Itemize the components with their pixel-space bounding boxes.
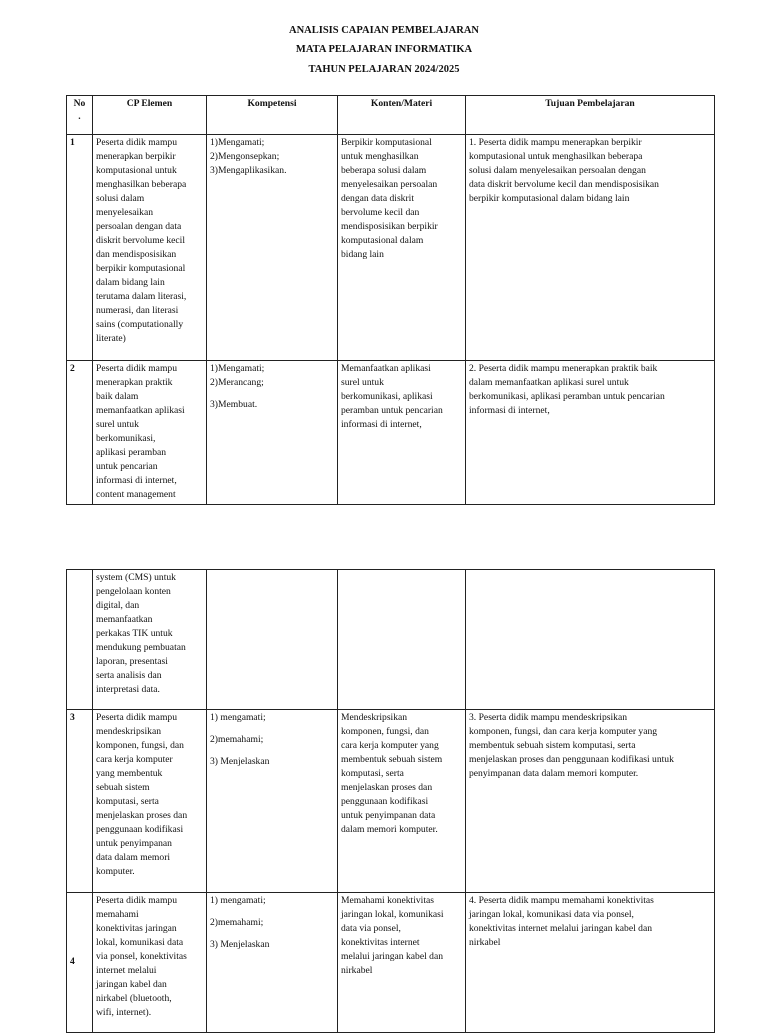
table-row xyxy=(67,135,715,361)
tujuan-pembelajaran-cell: 2. Peserta didik mampu menerapkan praktik baik dalam memanfaatkan aplikasi surel untuk berkomunikasi, aplikasi peramban untuk pencarian informasi di internet, xyxy=(466,361,715,505)
tujuan-pembelajaran-cell: 3. Peserta didik mampu mendeskripsikan komponen, fungsi, dan cara kerja komputer yang membentuk sebuah sistem komputasi, serta menjelaskan proses dan penggunaan kodifikasi untuk penyimpanan data dalam memori komputer. xyxy=(466,710,715,893)
cp-analysis-table-page-2 xyxy=(66,569,715,1033)
cp-elemen-cell: Peserta didik mampu memahami konektivitas jaringan lokal, komunikasi data via ponsel, konektivitas internet melalui jaringan kabel dan nirkabel (bluetooth, wifi, internet). xyxy=(93,893,207,1033)
cp-analysis-table-page-1 xyxy=(66,95,715,505)
document-year: TAHUN PELAJARAN 2024/2025 xyxy=(308,64,460,75)
col-header-tujuan-pembelajaran: Tujuan Pembelajaran xyxy=(466,96,715,135)
kompetensi-item: 3)Mengaplikasikan. xyxy=(210,165,287,176)
kompetensi-item: 2)memahami; xyxy=(210,734,264,745)
row-number: 3 xyxy=(67,710,93,893)
cp-elemen-cell: Peserta didik mampu menerapkan praktik baik dalam memanfaatkan aplikasi surel untuk berkomunikasi, aplikasi peramban untuk pencarian informasi di internet, content management xyxy=(93,361,207,505)
kompetensi-item: 1) mengamati; xyxy=(210,895,266,906)
table-row xyxy=(67,570,715,710)
kompetensi-item: 1)Mengamati; xyxy=(210,137,265,148)
kompetensi-item: 2)memahami; xyxy=(210,917,264,928)
cp-elemen-cell: system (CMS) untuk pengelolaan konten digital, dan memanfaatkan perkakas TIK untuk mendukung pembuatan laporan, presentasi serta analisis dan interpretasi data. xyxy=(93,570,207,710)
cp-elemen-cell: Peserta didik mampu mendeskripsikan komponen, fungsi, dan cara kerja komputer yang membentuk sebuah sistem komputasi, serta menjelaskan proses dan penggunaan kodifikasi untuk penyimpanan data dalam memori komputer. xyxy=(93,710,207,893)
kompetensi-cell xyxy=(207,570,338,710)
row-number: 2 xyxy=(67,361,93,505)
table-row xyxy=(67,361,715,505)
kompetensi-cell xyxy=(207,893,338,1033)
document-subject: MATA PELAJARAN INFORMATIKA xyxy=(295,44,473,55)
row-number xyxy=(67,570,93,710)
kompetensi-item: 3)Membuat. xyxy=(210,399,258,410)
row-number: 4 xyxy=(67,893,93,1033)
kompetensi-cell xyxy=(207,135,338,361)
cp-elemen-cell: Peserta didik mampu menerapkan berpikir komputasional untuk menghasilkan beberapa solusi dalam menyelesaikan persoalan dengan data diskrit bervolume kecil dan mendisposisikan berpikir komputasional dalam bidang lain terutama dalam literasi, numerasi, dan literasi sains (computationally literate) xyxy=(93,135,207,361)
col-header-kompetensi: Kompetensi xyxy=(207,96,338,135)
tujuan-pembelajaran-cell xyxy=(466,570,715,710)
tujuan-pembelajaran-cell: 1. Peserta didik mampu menerapkan berpikir komputasional untuk menghasilkan beberapa solusi dalam menyelesaikan persoalan dengan data diskrit bervolume kecil dan mendisposisikan berpikir komputasional dalam bidang lain xyxy=(466,135,715,361)
konten-materi-cell: Memanfaatkan aplikasi surel untuk berkomunikasi, aplikasi peramban untuk pencarian informasi di internet, xyxy=(338,361,466,505)
table-header-row xyxy=(67,96,715,135)
kompetensi-item: 1) mengamati; xyxy=(210,712,266,723)
kompetensi-item: 2)Merancang; xyxy=(210,377,264,388)
kompetensi-cell xyxy=(207,361,338,505)
col-header-cp-elemen: CP Elemen xyxy=(93,96,207,135)
kompetensi-item: 2)Mengonsepkan; xyxy=(210,151,280,162)
konten-materi-cell: Berpikir komputasional untuk menghasilkan beberapa solusi dalam menyelesaikan persoalan dengan data diskrit bervolume kecil dan mendisposisikan berpikir komputasional dalam bidang lain xyxy=(338,135,466,361)
table-row xyxy=(67,710,715,893)
table-row xyxy=(67,893,715,1033)
konten-materi-cell: Memahami konektivitas jaringan lokal, komunikasi data via ponsel, konektivitas internet melalui jaringan kabel dan nirkabel xyxy=(338,893,466,1033)
kompetensi-item: 3) Menjelaskan xyxy=(210,939,270,950)
col-header-no: No . xyxy=(67,96,93,135)
row-number: 1 xyxy=(67,135,93,361)
konten-materi-cell: Mendeskripsikan komponen, fungsi, dan cara kerja komputer yang membentuk sebuah sistem komputasi, serta menjelaskan proses dan penggunaan kodifikasi untuk penyimpanan data dalam memori komputer. xyxy=(338,710,466,893)
tujuan-pembelajaran-cell: 4. Peserta didik mampu memahami konektivitas jaringan lokal, komunikasi data via ponsel, konektivitas internet melalui jaringan kabel dan nirkabel xyxy=(466,893,715,1033)
kompetensi-cell xyxy=(207,710,338,893)
col-header-konten-materi: Konten/Materi xyxy=(338,96,466,135)
kompetensi-item: 1)Mengamati; xyxy=(210,363,265,374)
konten-materi-cell xyxy=(338,570,466,710)
kompetensi-item: 3) Menjelaskan xyxy=(210,756,270,767)
document-title: ANALISIS CAPAIAN PEMBELAJARAN xyxy=(289,25,479,36)
